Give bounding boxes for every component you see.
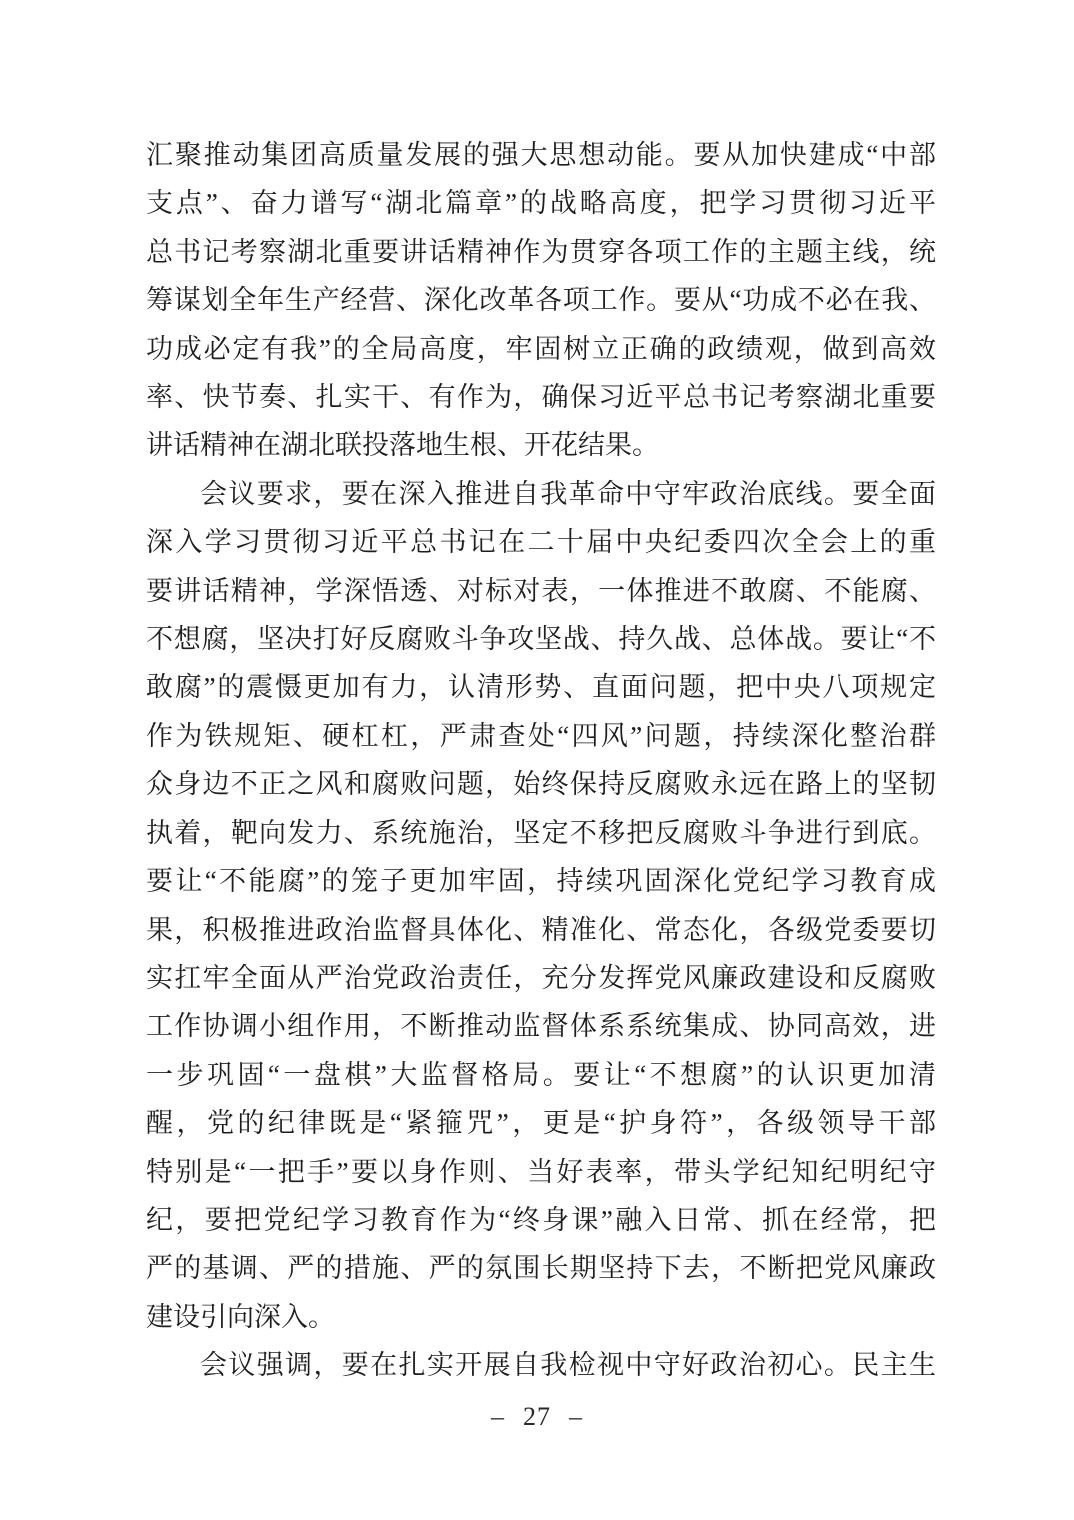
text-line: 作为铁规矩、硬杠杠，严肃查处“四风”问题，持续深化整治群 <box>146 720 936 751</box>
text-line: 一步巩固“一盘棋”大监督格局。要让“不想腐”的认识更加清 <box>146 1059 936 1090</box>
paragraph-2 <box>146 470 936 1341</box>
text-line: 建设引向深入。 <box>146 1301 335 1332</box>
text-line: 汇聚推动集团高质量发展的强大思想动能。要从加快建成“中部 <box>146 140 936 170</box>
page-number-dash-left: – <box>491 1402 505 1431</box>
document-body <box>146 131 936 1390</box>
text-line: 功成必定有我”的全局高度，牢固树立正确的政绩观，做到高效 <box>146 333 936 364</box>
page-footer <box>0 1402 1074 1432</box>
text-line: 率、快节奏、扎实干、有作为，确保习近平总书记考察湖北重要 <box>146 382 936 413</box>
text-line: 执着，靶向发力、系统施治，坚定不移把反腐败斗争进行到底。 <box>146 817 936 848</box>
text-line: 会议强调，要在扎实开展自我检视中守好政治初心。民主生 <box>200 1350 936 1381</box>
text-line: 严的基调、严的措施、严的氛围长期坚持下去，不断把党风廉政 <box>146 1253 936 1284</box>
page-number-dash-right: – <box>569 1402 583 1431</box>
text-line: 会议要求，要在深入推进自我革命中守牢政治底线。要全面 <box>200 478 936 509</box>
text-line: 醒，党的纪律既是“紧箍咒”，更是“护身符”，各级领导干部 <box>146 1108 936 1139</box>
text-line: 敢腐”的震慑更加有力，认清形势、直面问题，把中央八项规定 <box>146 672 936 703</box>
text-line: 要讲话精神，学深悟透、对标对表，一体推进不敢腐、不能腐、 <box>146 575 936 606</box>
paragraph-1 <box>146 131 936 470</box>
text-line: 讲话精神在湖北联投落地生根、开花结果。 <box>146 430 659 461</box>
text-line: 总书记考察湖北重要讲话精神作为贯穿各项工作的主题主线，统 <box>146 236 936 267</box>
paragraph-3 <box>146 1341 936 1389</box>
text-line: 纪，要把党纪学习教育作为“终身课”融入日常、抓在经常，把 <box>146 1204 936 1235</box>
text-line: 筹谋划全年生产经营、深化改革各项工作。要从“功成不必在我、 <box>146 285 936 316</box>
page-number: 27 <box>523 1402 551 1431</box>
text-line: 支点”、奋力谱写“湖北篇章”的战略高度，把学习贯彻习近平 <box>146 188 936 219</box>
text-line: 实扛牢全面从严治党政治责任，充分发挥党风廉政建设和反腐败 <box>146 962 936 993</box>
text-line: 果，积极推进政治监督具体化、精准化、常态化，各级党委要切 <box>146 914 936 945</box>
text-line: 不想腐，坚决打好反腐败斗争攻坚战、持久战、总体战。要让“不 <box>146 624 936 655</box>
text-line: 深入学习贯彻习近平总书记在二十届中央纪委四次全会上的重 <box>146 527 936 558</box>
text-line: 工作协调小组作用，不断推动监督体系系统集成、协同高效，进 <box>146 1011 936 1042</box>
text-line: 众身边不正之风和腐败问题，始终保持反腐败永远在路上的坚韧 <box>146 769 936 800</box>
text-line: 要让“不能腐”的笼子更加牢固，持续巩固深化党纪学习教育成 <box>146 866 936 897</box>
text-line: 特别是“一把手”要以身作则、当好表率，带头学纪知纪明纪守 <box>146 1156 936 1187</box>
